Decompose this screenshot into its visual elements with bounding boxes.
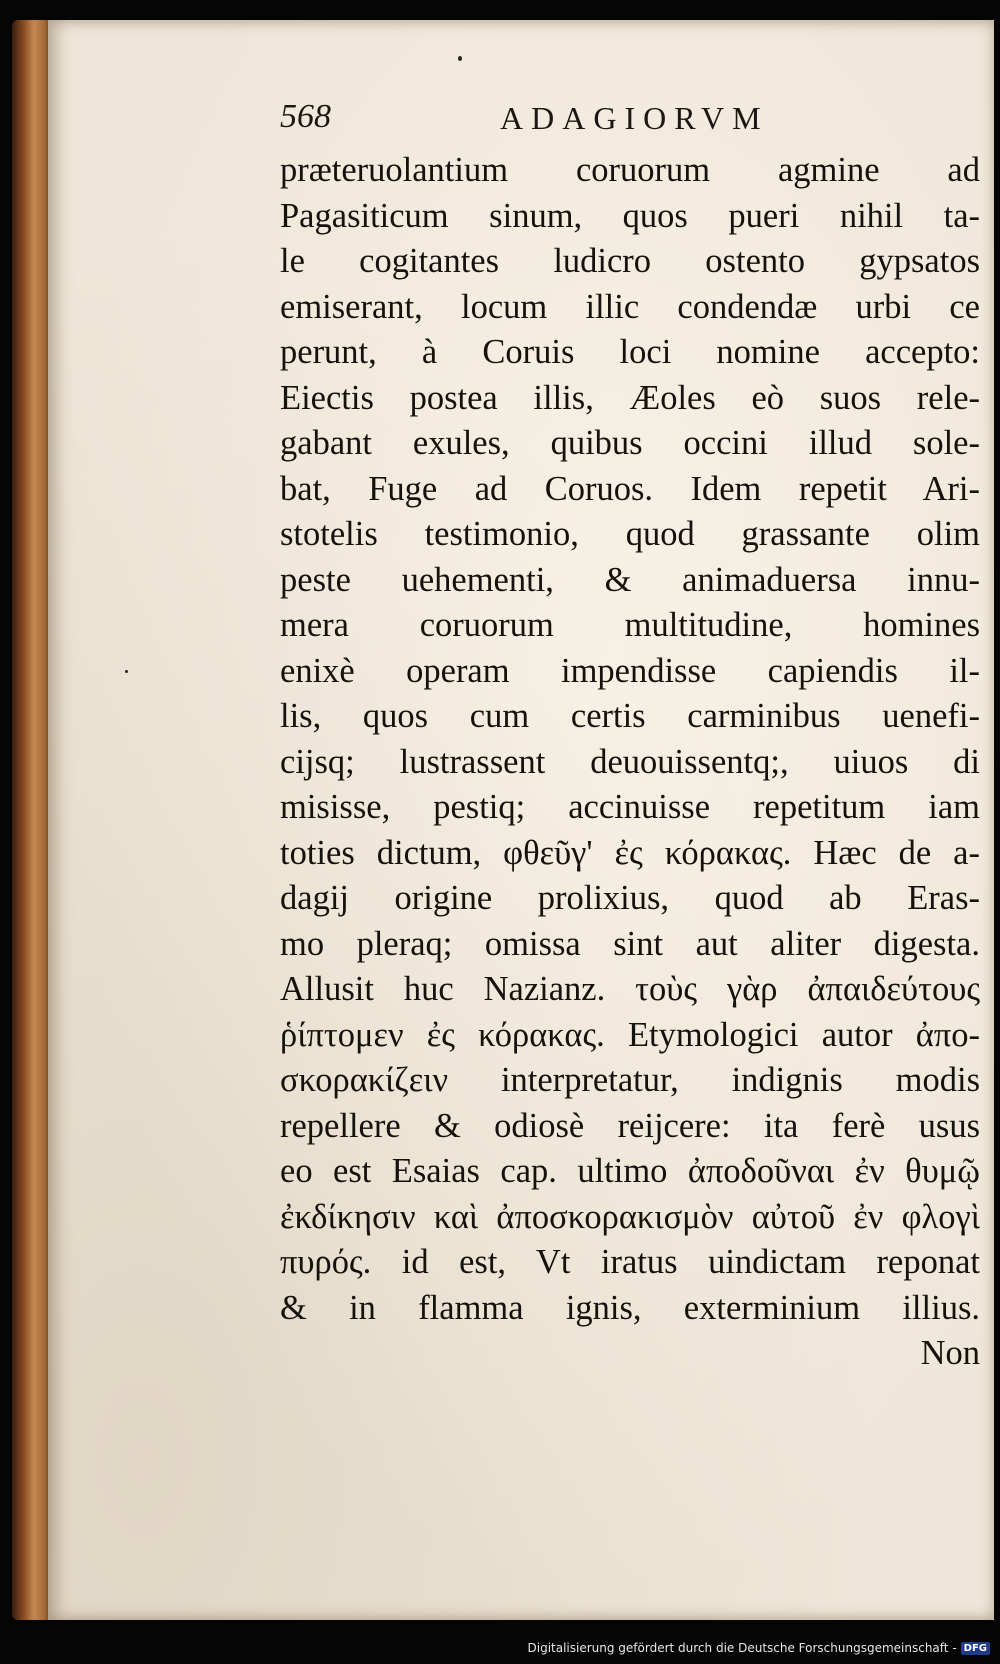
text-line: & in flamma ignis, exterminium illius. — [280, 1288, 980, 1327]
text-line: perunt, à Coruis loci nomine accepto: — [280, 333, 980, 371]
digitization-credit — [528, 1638, 991, 1658]
text-line: misisse, pestiq; accinuisse repetitum iam — [280, 788, 980, 826]
text-line: Pagasiticum sinum, quos pueri nihil ta- — [280, 196, 980, 235]
paper-speck — [458, 56, 462, 61]
credit-text: Digitalisierung gefördert durch die Deutsche Forschungsgemeinschaft - — [527, 1641, 957, 1655]
text-line: mo pleraq; omissa sint aut aliter digesta. — [280, 924, 980, 963]
text-line: repellere & odiosè reijcere: ita ferè usus — [280, 1106, 980, 1145]
text-line: emiserant, locum illic condendæ urbi ce — [280, 287, 980, 326]
dfg-logo: DFG — [961, 1642, 990, 1655]
text-line: mera coruorum multitudine, homines — [280, 606, 980, 644]
text-line: gabant exules, quibus occini illud sole- — [280, 424, 980, 462]
text-line: stotelis testimonio, quod grassante olim — [280, 515, 980, 553]
text-line: Allusit huc Nazianz. τοὺς γὰρ ἀπαιδεύτους — [280, 970, 980, 1008]
text-line: ἐκδίκησιν καὶ ἀποσκορακισμὸν αὐτοῦ ἐν φλογὶ — [280, 1197, 980, 1236]
text-line: le cogitantes ludicro ostento gypsatos — [280, 242, 980, 280]
paper-speck — [125, 670, 128, 673]
text-line: Eiectis postea illis, Æoles eò suos rele- — [280, 378, 980, 417]
page-edge — [12, 20, 52, 1620]
text-line: toties dictum, φθεῦγ' ἐς κόρακας. Hæc de a- — [280, 833, 980, 872]
text-line: ῥίπτομεν ἐς κόρακας. Etymologici autor ἀπο- — [280, 1015, 980, 1054]
text-line: eo est Esaias cap. ultimo ἀποδοῦναι ἐν θυμῷ — [280, 1152, 980, 1190]
text-line: peste uehementi, & animaduersa innu- — [280, 560, 980, 599]
page-number: 568 — [280, 98, 331, 135]
text-line: præteruolantium coruorum agmine ad — [280, 151, 980, 189]
catchword: Non — [920, 1334, 980, 1372]
running-head — [280, 98, 970, 146]
body-text — [280, 148, 980, 1377]
running-title: ADAGIORVM — [500, 100, 769, 136]
text-line: bat, Fuge ad Coruos. Idem repetit Ari- — [280, 469, 980, 508]
text-line: σκορακίζειν interpretatur, indignis modis — [280, 1061, 980, 1099]
text-line: cijsq; lustrassent deuouissentq;, uiuos di — [280, 742, 980, 781]
text-line: lis, quos cum certis carminibus uenefi- — [280, 697, 980, 735]
text-line: πυρός. id est, Vt iratus uindictam reponat — [280, 1243, 980, 1281]
text-line: enixè operam impendisse capiendis il- — [280, 651, 980, 690]
text-line: dagij origine prolixius, quod ab Eras- — [280, 879, 980, 917]
